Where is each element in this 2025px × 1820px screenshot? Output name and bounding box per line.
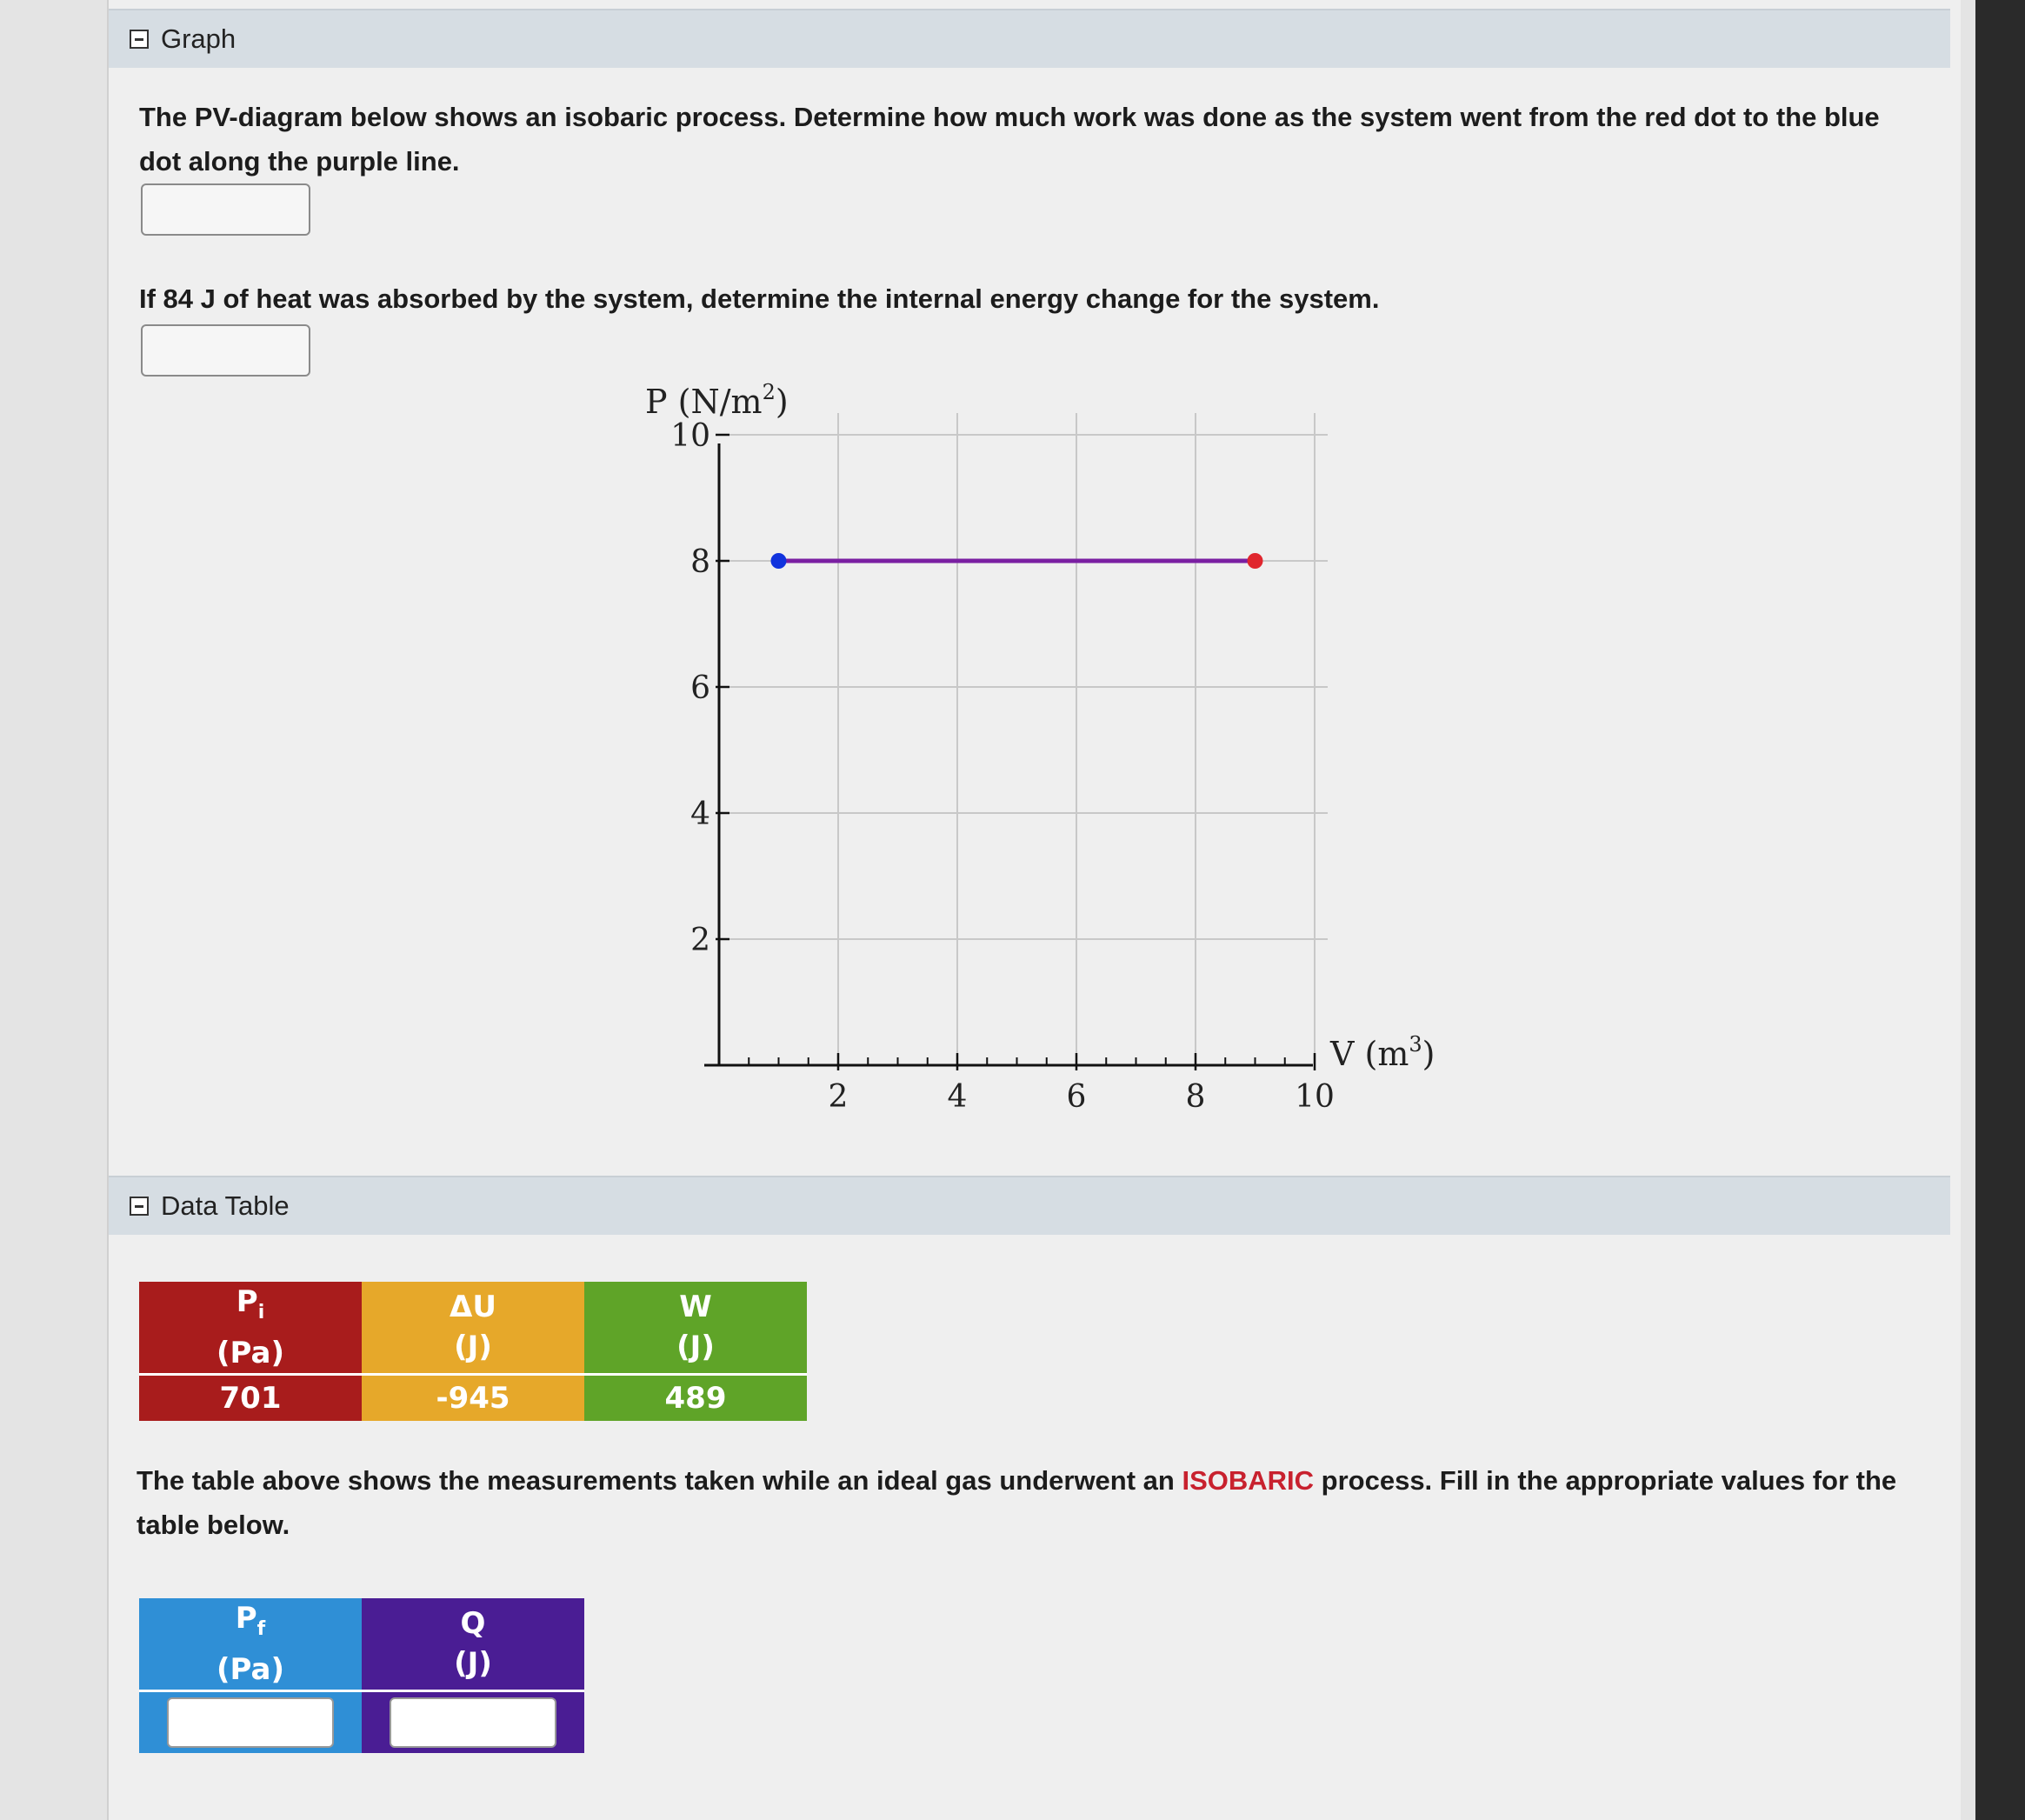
chart-ticks <box>670 418 1335 1115</box>
q-cell <box>362 1690 584 1753</box>
chart-axes <box>704 443 1313 1065</box>
header-w: W (J) <box>584 1282 807 1374</box>
x-tick-label-10: 10 <box>1295 1079 1335 1115</box>
collapse-icon[interactable] <box>130 1197 149 1216</box>
data-table-section-title: Data Table <box>161 1190 290 1221</box>
y-axis-label: P $(N/m^2)$ <box>645 380 789 421</box>
x-tick-label-8: 8 <box>1185 1079 1206 1115</box>
q-input[interactable] <box>390 1697 556 1748</box>
data-table-section-header[interactable] <box>109 1176 1950 1235</box>
y-tick-label-6: 6 <box>690 670 710 706</box>
window-edge <box>1975 0 2025 1820</box>
instruction-text <box>137 1458 1919 1547</box>
x-tick-label-6: 6 <box>1066 1079 1087 1115</box>
measurements-table <box>139 1282 807 1421</box>
value-pi: 701 <box>139 1374 362 1421</box>
q2-answer-input[interactable] <box>141 324 310 377</box>
y-tick-label-2: 2 <box>690 923 710 958</box>
y-tick-label-4: 4 <box>690 797 710 832</box>
value-delta-u: -945 <box>362 1374 584 1421</box>
question-2-text: If 84 J of heat was absorbed by the system, determine the internal energy change for the system. <box>139 283 1380 314</box>
q1-answer-input[interactable] <box>141 183 310 236</box>
x-tick-label-2: 2 <box>828 1079 849 1115</box>
pv-diagram-chart <box>626 365 1461 1130</box>
y-tick-label-10: 10 <box>670 418 710 454</box>
collapse-icon[interactable] <box>130 30 149 49</box>
isobaric-highlight: ISOBARIC <box>1182 1465 1315 1496</box>
pf-cell <box>139 1690 362 1753</box>
table-row <box>139 1374 807 1421</box>
instruction-part-2: process. Fill in the appropriate values for the table below. <box>137 1465 1897 1540</box>
graph-section-title: Graph <box>161 23 236 54</box>
chart-grid <box>719 413 1328 1065</box>
table-row <box>139 1690 584 1753</box>
header-pf: $P_f$ (Pa) <box>139 1598 362 1690</box>
instruction-part-1: The table above shows the measurements taken while an ideal gas underwent an <box>137 1465 1182 1496</box>
header-delta-u: ΔU (J) <box>362 1282 584 1374</box>
question-1-text: The PV-diagram below shows an isobaric process. Determine how much work was done as the system went from the red dot to the blue dot along the purple line. <box>139 102 1880 177</box>
answer-table <box>139 1598 584 1753</box>
red-dot-initial <box>1248 553 1263 569</box>
header-q: Q (J) <box>362 1598 584 1690</box>
x-tick-label-4: 4 <box>947 1079 968 1115</box>
chart-series <box>771 553 1263 569</box>
header-pi: $P_i$ (Pa) <box>139 1282 362 1374</box>
table-header-row <box>139 1282 807 1374</box>
pf-input[interactable] <box>167 1697 334 1748</box>
table-header-row <box>139 1598 584 1690</box>
graph-section-header[interactable] <box>109 9 1950 68</box>
x-axis-label: V $(m^3)$ <box>1330 1032 1435 1073</box>
blue-dot-final <box>771 553 787 569</box>
value-w: 489 <box>584 1374 807 1421</box>
y-tick-label-8: 8 <box>690 544 710 580</box>
